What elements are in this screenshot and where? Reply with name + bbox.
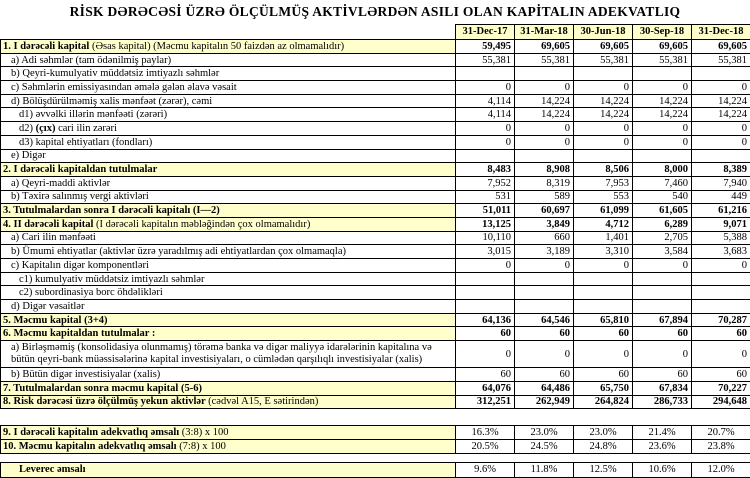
value-cell: 60 bbox=[515, 327, 574, 341]
value-cell: 449 bbox=[692, 190, 750, 204]
value-cell: 14,224 bbox=[692, 108, 750, 122]
value-cell: 0 bbox=[456, 341, 515, 368]
row-label-text: d2) bbox=[19, 123, 36, 134]
value-cell: 10.6% bbox=[633, 462, 692, 477]
row-label bbox=[1, 81, 456, 95]
row-label-text: 10. Məcmu kapitalın adekvatlıq əmsalı bbox=[3, 441, 177, 452]
row-label-text: 1. I dərəcəli kapital bbox=[3, 41, 89, 52]
table-row bbox=[1, 217, 750, 231]
value-cell: 553 bbox=[574, 190, 633, 204]
value-cell: 70,287 bbox=[692, 313, 750, 327]
table-row bbox=[1, 163, 750, 177]
value-cell bbox=[574, 286, 633, 300]
table-row bbox=[1, 40, 750, 54]
value-cell: 3,849 bbox=[515, 217, 574, 231]
value-cell: 9,071 bbox=[692, 217, 750, 231]
value-cell: 59,495 bbox=[456, 40, 515, 54]
row-label bbox=[1, 204, 456, 218]
value-cell: 0 bbox=[692, 341, 750, 368]
table-row bbox=[1, 204, 750, 218]
value-cell bbox=[456, 272, 515, 286]
row-label bbox=[1, 108, 456, 122]
value-cell: 589 bbox=[515, 190, 574, 204]
value-cell: 4,114 bbox=[456, 94, 515, 108]
value-cell: 60 bbox=[515, 368, 574, 382]
value-cell bbox=[633, 286, 692, 300]
column-header-dec17: 31-Dec-17 bbox=[456, 25, 515, 40]
value-cell: 540 bbox=[633, 190, 692, 204]
value-cell: 7,460 bbox=[633, 176, 692, 190]
value-cell: 51,011 bbox=[456, 204, 515, 218]
value-cell: 8,000 bbox=[633, 163, 692, 177]
value-cell: 0 bbox=[633, 81, 692, 95]
row-label-text: (Əsas kapital) (Məcmu kapitalın 50 faizdən az olmamalıdır) bbox=[89, 41, 344, 52]
value-cell: 6,289 bbox=[633, 217, 692, 231]
value-cell: 24.8% bbox=[574, 439, 633, 453]
table-row bbox=[1, 313, 750, 327]
row-label-text: d) Bölüşdürülməmiş xalis mənfəət (zərər), cəmi bbox=[11, 96, 212, 107]
row-label-text: (cədvəl A15, E sətirindən) bbox=[208, 396, 318, 407]
value-cell: 0 bbox=[692, 81, 750, 95]
row-label bbox=[1, 94, 456, 108]
value-cell: 8,483 bbox=[456, 163, 515, 177]
value-cell: 286,733 bbox=[633, 395, 692, 409]
row-label bbox=[1, 149, 456, 163]
value-cell: 14,224 bbox=[692, 94, 750, 108]
value-cell: 3,310 bbox=[574, 245, 633, 259]
value-cell: 20.7% bbox=[692, 426, 750, 440]
value-cell: 64,546 bbox=[515, 313, 574, 327]
row-label bbox=[1, 135, 456, 149]
row-label-text: cari ilin zərəri bbox=[55, 123, 117, 134]
row-label-text: b) Ümumi ehtiyatlar (aktivlər üzrə yaradılmış adi ehtiyatlardan çox olmamaqla) bbox=[11, 246, 346, 257]
value-cell: 3,015 bbox=[456, 245, 515, 259]
table-row bbox=[1, 245, 750, 259]
row-label-text: 5. Məcmu kapital (3+4) bbox=[3, 315, 108, 326]
table-row bbox=[1, 67, 750, 81]
table-row bbox=[1, 135, 750, 149]
value-cell: 23.0% bbox=[515, 426, 574, 440]
table-row bbox=[1, 327, 750, 341]
row-label-text: c) Kapitalın digər komponentləri bbox=[11, 260, 149, 271]
value-cell: 24.5% bbox=[515, 439, 574, 453]
value-cell: 13,125 bbox=[456, 217, 515, 231]
value-cell: 8,908 bbox=[515, 163, 574, 177]
row-label bbox=[1, 300, 456, 314]
row-label-text: c2) subordinasiya borc öhdəlikləri bbox=[19, 287, 163, 298]
row-label bbox=[1, 245, 456, 259]
value-cell bbox=[692, 67, 750, 81]
value-cell: 8,319 bbox=[515, 176, 574, 190]
row-label bbox=[1, 163, 456, 177]
table-row bbox=[1, 368, 750, 382]
value-cell: 67,894 bbox=[633, 313, 692, 327]
value-cell: 65,810 bbox=[574, 313, 633, 327]
value-cell: 312,251 bbox=[456, 395, 515, 409]
adequacy-ratio-table bbox=[0, 425, 750, 453]
table-row bbox=[1, 108, 750, 122]
row-label-text: d3) kapital ehtiyatları (fondları) bbox=[19, 137, 152, 148]
table-row bbox=[1, 94, 750, 108]
row-label-text: a) Adi səhmlər (tam ödənilmiş paylar) bbox=[11, 55, 171, 66]
value-cell: 11.8% bbox=[515, 462, 574, 477]
value-cell bbox=[633, 67, 692, 81]
value-cell bbox=[515, 149, 574, 163]
row-label-text: b) Qeyri-kumulyativ müddətsiz imtiyazlı səhmlər bbox=[11, 68, 219, 79]
value-cell: 0 bbox=[633, 122, 692, 136]
value-cell: 14,224 bbox=[574, 94, 633, 108]
column-header-sep18: 30-Sep-18 bbox=[633, 25, 692, 40]
value-cell: 0 bbox=[515, 122, 574, 136]
value-cell: 0 bbox=[574, 259, 633, 273]
column-header-dec18: 31-Dec-18 bbox=[692, 25, 750, 40]
value-cell: 1,401 bbox=[574, 231, 633, 245]
row-label bbox=[1, 439, 456, 453]
capital-table bbox=[0, 24, 750, 409]
table-row bbox=[1, 259, 750, 273]
value-cell bbox=[692, 300, 750, 314]
row-label-text: 6. Məcmu kapitaldan tutulmalar : bbox=[3, 328, 155, 339]
value-cell: 14,224 bbox=[515, 94, 574, 108]
value-cell bbox=[456, 300, 515, 314]
row-label-text: (çıx) bbox=[36, 123, 56, 134]
value-cell: 4,114 bbox=[456, 108, 515, 122]
row-label-text: (7:8) x 100 bbox=[177, 441, 226, 452]
value-cell: 8,389 bbox=[692, 163, 750, 177]
value-cell bbox=[633, 272, 692, 286]
row-label-text: e) Digər bbox=[11, 150, 46, 161]
table-row bbox=[1, 426, 750, 440]
value-cell: 7,953 bbox=[574, 176, 633, 190]
value-cell: 60 bbox=[574, 368, 633, 382]
row-label-text: a) Cari ilin mənfəəti bbox=[11, 232, 96, 243]
value-cell: 3,189 bbox=[515, 245, 574, 259]
table-row bbox=[1, 231, 750, 245]
row-label bbox=[1, 40, 456, 54]
row-label bbox=[1, 426, 456, 440]
value-cell: 7,940 bbox=[692, 176, 750, 190]
value-cell: 0 bbox=[515, 259, 574, 273]
row-label-text: d) Digər vəsaitlər bbox=[11, 301, 84, 312]
value-cell: 16.3% bbox=[456, 426, 515, 440]
row-label bbox=[1, 231, 456, 245]
row-label-text: 7. Tutulmalardan sonra məcmu kapital (5-6) bbox=[3, 383, 202, 394]
row-label-text: a) Qeyri-maddi aktivlər bbox=[11, 178, 110, 189]
table-row bbox=[1, 149, 750, 163]
value-cell: 3,683 bbox=[692, 245, 750, 259]
value-cell: 14,224 bbox=[633, 108, 692, 122]
table-row bbox=[1, 272, 750, 286]
value-cell: 0 bbox=[633, 341, 692, 368]
row-label-text: (I dərəcəli kapitalın məbləğindən çox olmamalıdır) bbox=[93, 219, 310, 230]
row-label-text: 3. Tutulmalardan sonra I dərəcəli kapitalı (I—2) bbox=[3, 205, 220, 216]
value-cell: 70,227 bbox=[692, 381, 750, 395]
value-cell: 0 bbox=[515, 135, 574, 149]
value-cell: 64,486 bbox=[515, 381, 574, 395]
row-label bbox=[1, 462, 456, 477]
table-row bbox=[1, 176, 750, 190]
value-cell bbox=[633, 149, 692, 163]
row-label-text: 2. I dərəcəli kapitaldan tutulmalar bbox=[3, 164, 157, 175]
header-spacer bbox=[1, 25, 456, 40]
value-cell: 294,648 bbox=[692, 395, 750, 409]
value-cell: 60 bbox=[456, 368, 515, 382]
page-title: RİSK DƏRƏCƏSİ ÜZRƏ ÖLÇÜLMÜŞ AKTİVLƏRDƏN ASILI OLAN KAPİTALIN ADEKVATLIQ bbox=[0, 0, 750, 20]
row-label bbox=[1, 368, 456, 382]
value-cell: 9.6% bbox=[456, 462, 515, 477]
value-cell: 264,824 bbox=[574, 395, 633, 409]
value-cell: 0 bbox=[574, 122, 633, 136]
row-label bbox=[1, 272, 456, 286]
table-row bbox=[1, 81, 750, 95]
value-cell: 60 bbox=[574, 327, 633, 341]
row-label-text: (3:8) x 100 bbox=[179, 427, 228, 438]
value-cell: 60 bbox=[456, 327, 515, 341]
row-label-text: d1) əvvəlki illərin mənfəəti (zərəri) bbox=[19, 109, 167, 120]
row-label-text: c1) kumulyativ müddətsiz imtiyazlı səhmlər bbox=[19, 274, 204, 285]
value-cell bbox=[456, 286, 515, 300]
value-cell: 61,605 bbox=[633, 204, 692, 218]
value-cell: 0 bbox=[515, 81, 574, 95]
value-cell: 660 bbox=[515, 231, 574, 245]
table-row bbox=[1, 286, 750, 300]
row-label bbox=[1, 67, 456, 81]
value-cell bbox=[574, 149, 633, 163]
row-label-text: b) Bütün digər investisiyalar (xalis) bbox=[11, 369, 160, 380]
value-cell: 531 bbox=[456, 190, 515, 204]
row-label bbox=[1, 381, 456, 395]
value-cell: 23.6% bbox=[633, 439, 692, 453]
value-cell: 2,705 bbox=[633, 231, 692, 245]
value-cell: 0 bbox=[574, 135, 633, 149]
value-cell: 0 bbox=[574, 81, 633, 95]
table-row bbox=[1, 122, 750, 136]
value-cell bbox=[574, 67, 633, 81]
value-cell bbox=[692, 272, 750, 286]
value-cell: 12.0% bbox=[692, 462, 750, 477]
table-row bbox=[1, 190, 750, 204]
row-label bbox=[1, 122, 456, 136]
value-cell: 60 bbox=[692, 327, 750, 341]
value-cell: 23.0% bbox=[574, 426, 633, 440]
value-cell: 0 bbox=[515, 341, 574, 368]
value-cell: 10,110 bbox=[456, 231, 515, 245]
row-label bbox=[1, 313, 456, 327]
value-cell: 0 bbox=[456, 135, 515, 149]
row-label-text: Leverec əmsalı bbox=[19, 464, 86, 475]
value-cell: 0 bbox=[692, 122, 750, 136]
value-cell: 14,224 bbox=[515, 108, 574, 122]
table-row bbox=[1, 300, 750, 314]
row-label-text: 8. Risk dərəcəsi üzrə ölçülmüş yekun aktivlər bbox=[3, 396, 208, 407]
table-row bbox=[1, 341, 750, 368]
value-cell: 55,381 bbox=[633, 53, 692, 67]
value-cell: 0 bbox=[633, 135, 692, 149]
value-cell: 0 bbox=[456, 81, 515, 95]
value-cell: 14,224 bbox=[574, 108, 633, 122]
value-cell bbox=[633, 300, 692, 314]
value-cell: 12.5% bbox=[574, 462, 633, 477]
row-label-text: 4. II dərəcəli kapital bbox=[3, 219, 93, 230]
table-row bbox=[1, 462, 750, 477]
value-cell bbox=[515, 67, 574, 81]
table-row bbox=[1, 395, 750, 409]
table-row bbox=[1, 381, 750, 395]
row-label bbox=[1, 176, 456, 190]
row-label bbox=[1, 259, 456, 273]
value-cell bbox=[456, 149, 515, 163]
value-cell bbox=[456, 67, 515, 81]
value-cell: 0 bbox=[692, 259, 750, 273]
row-label-text: a) Birləşməmiş (konsolidasiya olunmamış) törəmə banka və digər maliyyə idarələrinin kapitalına və bütün qeyri-bank müəssisələrinə kapital investisiyaları, o cümlədən qarşılıqlı investisiyalar (xalis) bbox=[11, 342, 432, 365]
value-cell: 5,388 bbox=[692, 231, 750, 245]
column-header-jun18: 30-Jun-18 bbox=[574, 25, 633, 40]
value-cell: 64,136 bbox=[456, 313, 515, 327]
value-cell: 69,605 bbox=[515, 40, 574, 54]
value-cell bbox=[574, 272, 633, 286]
row-label-text: 9. I dərəcəli kapitalın adekvatlıq əmsalı bbox=[3, 427, 179, 438]
value-cell: 0 bbox=[692, 135, 750, 149]
value-cell: 7,952 bbox=[456, 176, 515, 190]
value-cell: 55,381 bbox=[515, 53, 574, 67]
value-cell bbox=[515, 272, 574, 286]
value-cell: 0 bbox=[633, 259, 692, 273]
row-label bbox=[1, 217, 456, 231]
table-row bbox=[1, 53, 750, 67]
value-cell bbox=[692, 149, 750, 163]
value-cell: 60 bbox=[633, 368, 692, 382]
row-label-text: b) Təxirə salınmış vergi aktivləri bbox=[11, 191, 149, 202]
date-header-row bbox=[1, 25, 750, 40]
value-cell: 60 bbox=[633, 327, 692, 341]
value-cell: 60 bbox=[692, 368, 750, 382]
value-cell: 20.5% bbox=[456, 439, 515, 453]
value-cell bbox=[515, 286, 574, 300]
value-cell: 55,381 bbox=[456, 53, 515, 67]
row-label bbox=[1, 327, 456, 341]
value-cell: 61,099 bbox=[574, 204, 633, 218]
value-cell: 23.8% bbox=[692, 439, 750, 453]
value-cell: 61,216 bbox=[692, 204, 750, 218]
value-cell: 69,605 bbox=[633, 40, 692, 54]
row-label bbox=[1, 395, 456, 409]
row-label-text: c) Səhmlərin emissiyasından əmələ gələn əlavə vəsait bbox=[11, 82, 237, 93]
value-cell: 0 bbox=[574, 341, 633, 368]
value-cell: 60,697 bbox=[515, 204, 574, 218]
value-cell bbox=[692, 286, 750, 300]
row-label bbox=[1, 53, 456, 67]
value-cell: 3,584 bbox=[633, 245, 692, 259]
value-cell: 8,506 bbox=[574, 163, 633, 177]
value-cell: 4,712 bbox=[574, 217, 633, 231]
value-cell: 67,834 bbox=[633, 381, 692, 395]
row-label bbox=[1, 286, 456, 300]
value-cell: 0 bbox=[456, 259, 515, 273]
column-header-mar18: 31-Mar-18 bbox=[515, 25, 574, 40]
row-label bbox=[1, 190, 456, 204]
value-cell: 14,224 bbox=[633, 94, 692, 108]
value-cell: 69,605 bbox=[574, 40, 633, 54]
value-cell: 21.4% bbox=[633, 426, 692, 440]
value-cell: 262,949 bbox=[515, 395, 574, 409]
value-cell: 55,381 bbox=[692, 53, 750, 67]
value-cell: 64,076 bbox=[456, 381, 515, 395]
value-cell bbox=[515, 300, 574, 314]
value-cell: 0 bbox=[456, 122, 515, 136]
value-cell: 55,381 bbox=[574, 53, 633, 67]
value-cell bbox=[574, 300, 633, 314]
row-label bbox=[1, 341, 456, 368]
table-row bbox=[1, 439, 750, 453]
value-cell: 65,750 bbox=[574, 381, 633, 395]
value-cell: 69,605 bbox=[692, 40, 750, 54]
leverage-ratio-table bbox=[0, 462, 750, 478]
